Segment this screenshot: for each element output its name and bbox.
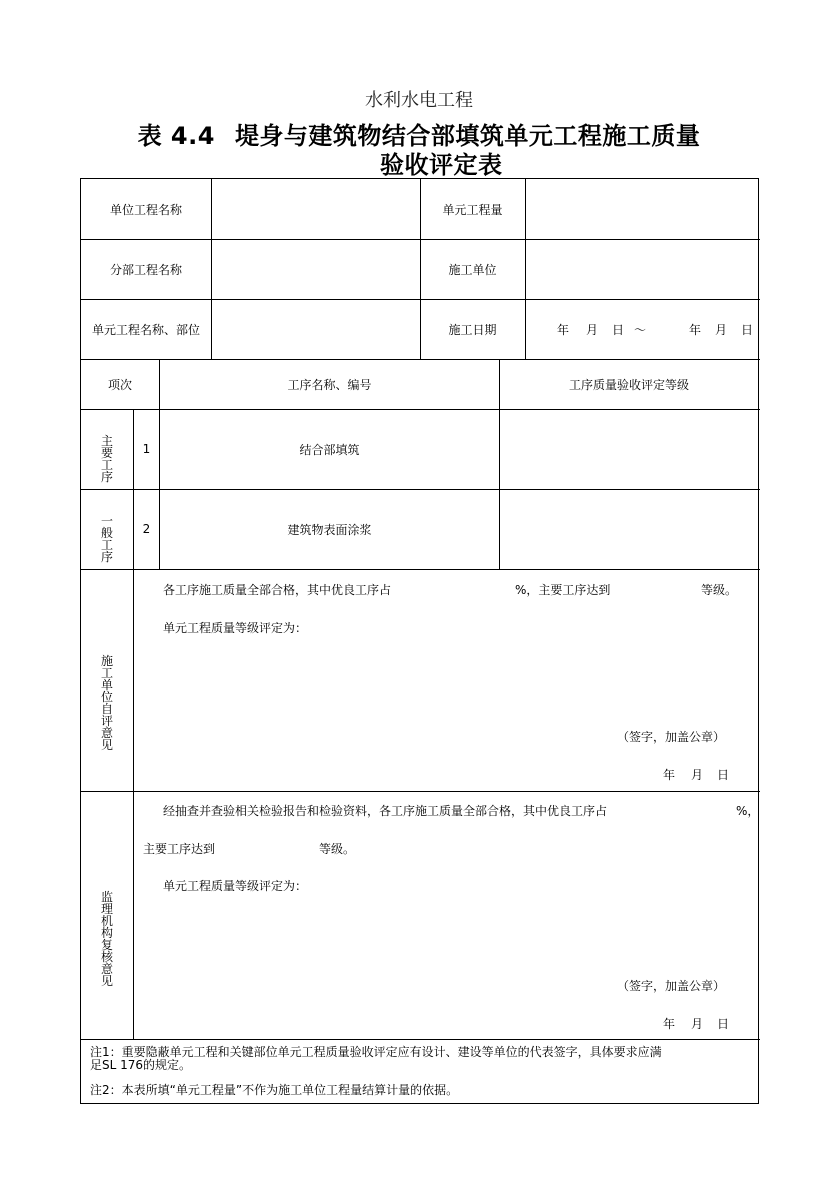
process-grade[interactable] [500, 489, 758, 569]
process-name: 结合部填筑 [299, 442, 360, 457]
self-eval-text-1c: 等级。 [701, 583, 738, 597]
supervisor-eval-text-2b: 等级。 [319, 842, 356, 856]
supervisor-eval-text-1b: %， [736, 804, 760, 818]
self-eval-text-2: 单元工程质量等级评定为： [163, 621, 308, 635]
supervisor-eval-date-year: 年 [663, 1017, 676, 1031]
self-eval-date-day: 日 [717, 768, 730, 782]
process-name: 建筑物表面涂浆 [287, 522, 372, 537]
supervisor-eval-label: 监理机构复核意见 [100, 890, 113, 988]
supervisor-eval-sign: （签字，加盖公章） [617, 979, 726, 993]
title-text-1: 堤身与建筑物结合部填筑单元工程施工质量 [234, 122, 701, 150]
row-divider [81, 791, 760, 792]
note-1-line-1: 注1：重要隐蔽单元工程和关键部位单元工程质量验收评定应有设计、建设等单位的代表签字，具体要求应满 [90, 1045, 662, 1059]
date-month-start: 月 [586, 323, 599, 337]
self-eval-date-year: 年 [663, 768, 676, 782]
date-month-end: 月 [715, 323, 728, 337]
process-grade[interactable] [500, 409, 758, 489]
supervisor-eval-date-month: 月 [691, 1017, 704, 1031]
note-2: 注2：本表所填“单元工程量”不作为施工单位工程量结算计量的依据。 [90, 1083, 459, 1097]
evaluation-form [80, 178, 759, 1104]
unit-project-value[interactable] [212, 179, 420, 239]
sub-project-value[interactable] [212, 239, 420, 299]
construction-date-label: 施工日期 [448, 322, 497, 337]
supervisor-eval-date-day: 日 [717, 1017, 730, 1031]
col-grade-header: 工序质量验收评定等级 [568, 377, 689, 392]
self-eval-text-1b: %，主要工序达到 [515, 583, 611, 597]
construction-date-value[interactable] [526, 299, 758, 359]
date-day-start: 日 [612, 323, 625, 337]
doc-header: 水利水电工程 [365, 90, 473, 111]
row-divider [81, 1039, 760, 1040]
unit-name-value[interactable] [212, 299, 420, 359]
unit-quantity-label: 单元工程量 [442, 202, 503, 217]
construction-unit-value[interactable] [526, 239, 758, 299]
date-year-start: 年 [557, 323, 570, 337]
construction-unit-label: 施工单位 [448, 262, 497, 277]
supervisor-eval-text-1a: 经抽查并查验相关检验报告和检验资料，各工序施工质量全部合格，其中优良工序占 [163, 804, 608, 818]
process-index: 1 [142, 442, 151, 456]
col-name-header: 工序名称、编号 [287, 377, 372, 392]
process-index: 2 [142, 522, 151, 536]
table-number: 表 4.4 [137, 122, 215, 150]
row-divider [81, 569, 760, 570]
self-eval-date-month: 月 [691, 768, 704, 782]
date-year-end: 年 [689, 323, 702, 337]
date-day-end: 日 [741, 323, 754, 337]
process-category-general: 一般工序 [100, 514, 113, 564]
process-category-main: 主要工序 [100, 434, 113, 484]
col-item-header: 项次 [107, 377, 132, 392]
self-eval-sign: （签字，加盖公章） [617, 730, 726, 744]
unit-name-label: 单元工程名称、部位 [91, 322, 200, 337]
unit-quantity-value[interactable] [526, 179, 758, 239]
supervisor-eval-text-2a: 主要工序达到 [143, 842, 216, 856]
supervisor-eval-text-3: 单元工程质量等级评定为： [163, 879, 308, 893]
note-1-line-2: 足SL 176的规定。 [90, 1058, 192, 1072]
unit-project-label: 单位工程名称 [109, 202, 182, 217]
self-eval-text-1a: 各工序施工质量全部合格，其中优良工序占 [163, 583, 392, 597]
date-range-tilde: ～ [634, 323, 647, 337]
self-eval-label: 施工单位自评意见 [100, 654, 113, 752]
sub-project-label: 分部工程名称 [109, 262, 182, 277]
doc-title-line2: 验收评定表 [380, 151, 503, 179]
